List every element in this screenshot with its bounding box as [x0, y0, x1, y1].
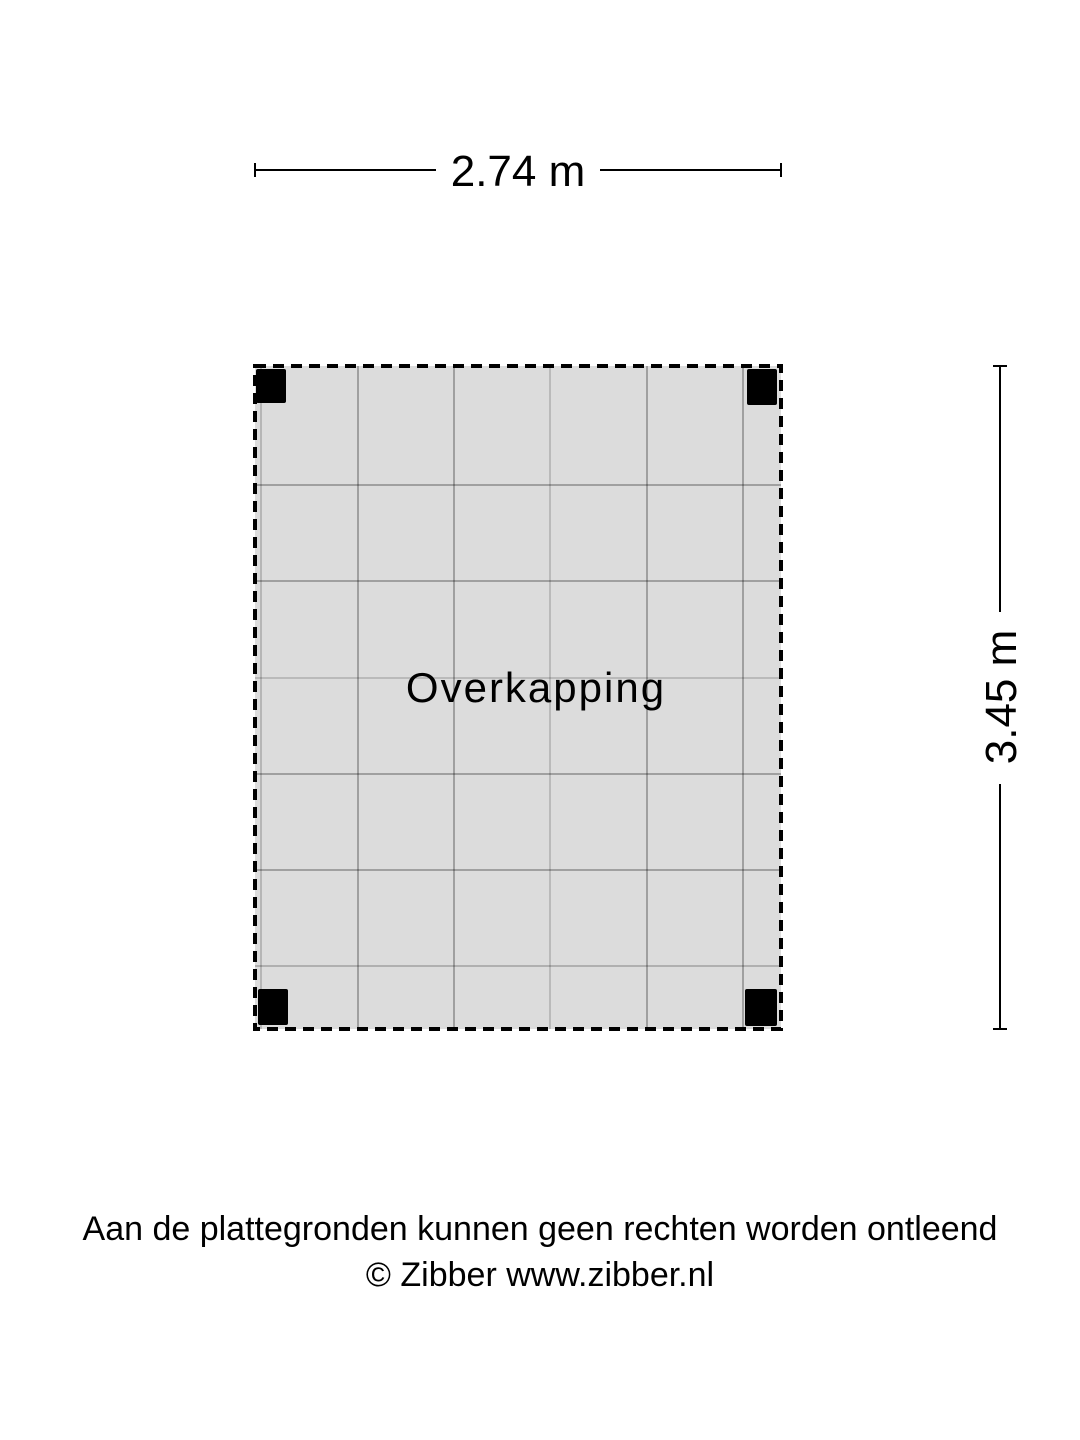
copyright-text: © Zibber www.zibber.nl [365, 1256, 715, 1294]
post-bottom-left [258, 989, 288, 1025]
room-label: Overkapping [405, 664, 667, 711]
post-top-right [747, 369, 777, 405]
depth-dimension [977, 366, 1026, 1029]
post-bottom-right [745, 989, 777, 1026]
room-overkapping [255, 366, 781, 1029]
width-label: 2.74 m [450, 147, 586, 196]
width-dimension [255, 147, 781, 196]
post-top-left [256, 369, 286, 403]
depth-label: 3.45 m [977, 629, 1026, 765]
disclaimer-text: Aan de plattegronden kunnen geen rechten worden ontleend [82, 1210, 998, 1248]
